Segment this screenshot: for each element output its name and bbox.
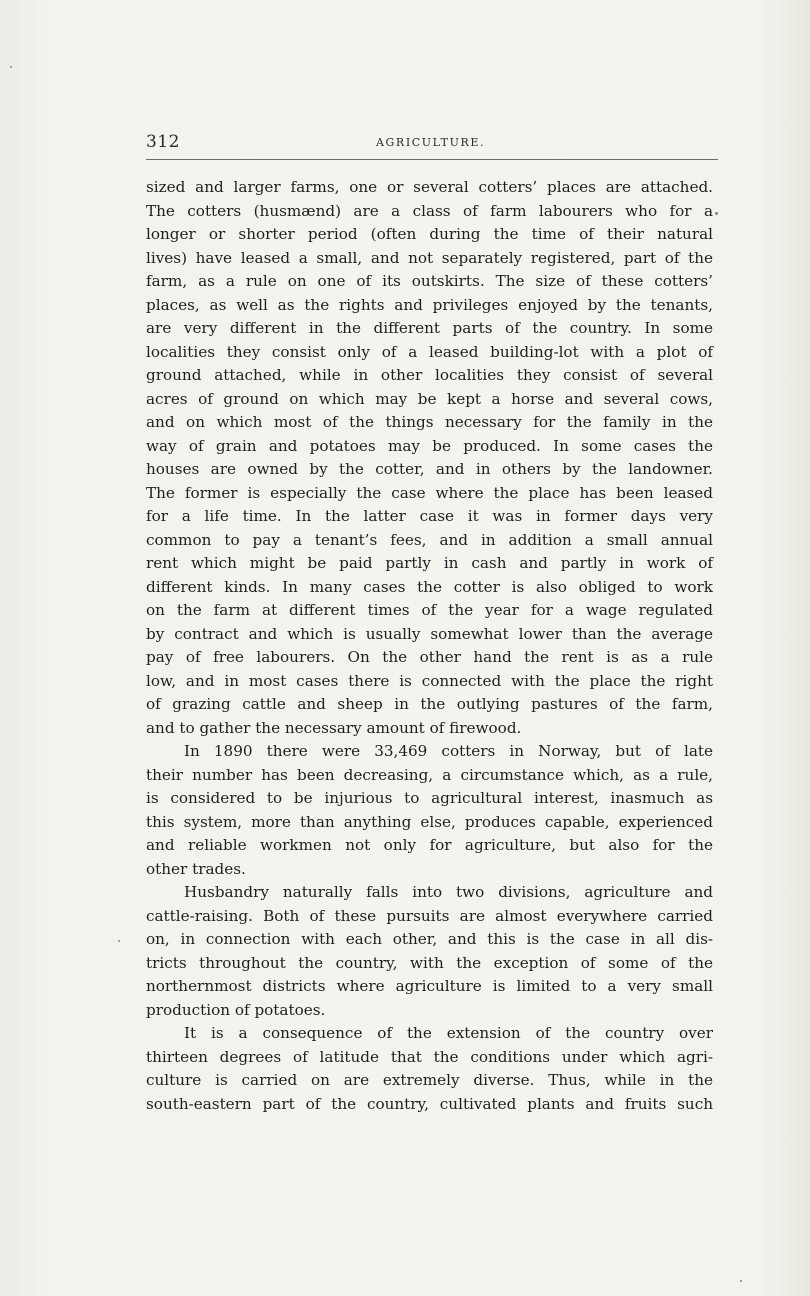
text-line: pay of free labourers. On the other hand the rent is as a rule [146, 648, 713, 666]
text-line: longer or shorter period (often during the time of their natural [146, 225, 713, 243]
text-line: common to pay a tenant’s fees, and in addition a small annual [146, 530, 713, 549]
text-line: culture is carried on are extremely diverse. Thus, while in the [146, 1071, 713, 1089]
text-line: are very different in the different parts of the country. In some [146, 319, 713, 337]
text-line: In 1890 there were 33,469 cotters in Norway, but of late [184, 742, 713, 760]
text-line: lives) have leased a small, and not separately registered, part of the [146, 248, 713, 267]
text-line: places, as well as the rights and privileges enjoyed by the tenants, [146, 295, 713, 314]
text-line: The former is especially the case where the place has been leased [146, 483, 713, 502]
body-text [146, 176, 713, 1116]
ink-speck [118, 940, 120, 942]
text-line: way of grain and potatoes may be produced. In some cases the [146, 436, 713, 455]
text-line: and on which most of the things necessary for the family in the [146, 413, 713, 431]
text-line: Husbandry naturally falls into two divisions, agriculture and [184, 883, 713, 901]
text-line: sized and larger farms, one or several cotters’ places are attached. [146, 178, 713, 196]
text-line: of grazing cattle and sheep in the outlying pastures of the farm, [146, 695, 713, 713]
text-line: is considered to be injurious to agricultural interest, inasmuch as [146, 789, 713, 807]
ink-speck [10, 66, 12, 68]
text-line: on the farm at different times of the year for a wage regulated [146, 601, 713, 619]
page-header [146, 132, 718, 156]
ink-speck [740, 1280, 742, 1282]
text-line: rent which might be paid partly in cash and partly in work of [146, 554, 713, 572]
text-line: northernmost districts where agriculture is limited to a very small [146, 977, 713, 995]
text-line: ground attached, while in other localities they consist of several [146, 366, 713, 384]
text-line: their number has been decreasing, a circumstance which, as a rule, [146, 765, 713, 784]
text-line: and to gather the necessary amount of firewood. [146, 718, 522, 737]
text-line: on, in connection with each other, and this is the case in all dis- [146, 930, 713, 948]
text-line: for a life time. In the latter case it was in former days very [146, 507, 713, 525]
text-line: It is a consequence of the extension of the country over [184, 1024, 713, 1042]
text-line: south-eastern part of the country, cultivated plants and fruits such [146, 1094, 713, 1113]
page-number: 312 [146, 132, 180, 152]
text-line: cattle-raising. Both of these pursuits are almost everywhere carried [146, 906, 713, 925]
running-head: AGRICULTURE. [376, 136, 486, 149]
text-line: The cotters (husmænd) are a class of farm labourers who for a [146, 201, 713, 220]
text-line: low, and in most cases there is connected with the place the right [146, 671, 713, 690]
text-line: tricts throughout the country, with the exception of some of the [146, 953, 713, 972]
text-line: acres of ground on which may be kept a horse and several cows, [146, 389, 713, 408]
text-line: by contract and which is usually somewhat lower than the average [146, 624, 713, 643]
text-line: thirteen degrees of latitude that the conditions under which agri- [146, 1047, 713, 1066]
text-line: and reliable workmen not only for agriculture, but also for the [146, 836, 713, 854]
ink-speck [715, 212, 718, 215]
header-rule [146, 159, 718, 160]
text-line: other trades. [146, 859, 246, 878]
text-line: farm, as a rule on one of its outskirts. The size of these cotters’ [146, 272, 713, 290]
text-line: this system, more than anything else, produces capable, experienced [146, 812, 713, 831]
text-line: localities they consist only of a leased building-lot with a plot of [146, 342, 713, 361]
text-line: different kinds. In many cases the cotter is also obliged to work [146, 577, 713, 596]
text-line: production of potatoes. [146, 1000, 326, 1019]
text-line: houses are owned by the cotter, and in others by the landowner. [146, 460, 713, 478]
